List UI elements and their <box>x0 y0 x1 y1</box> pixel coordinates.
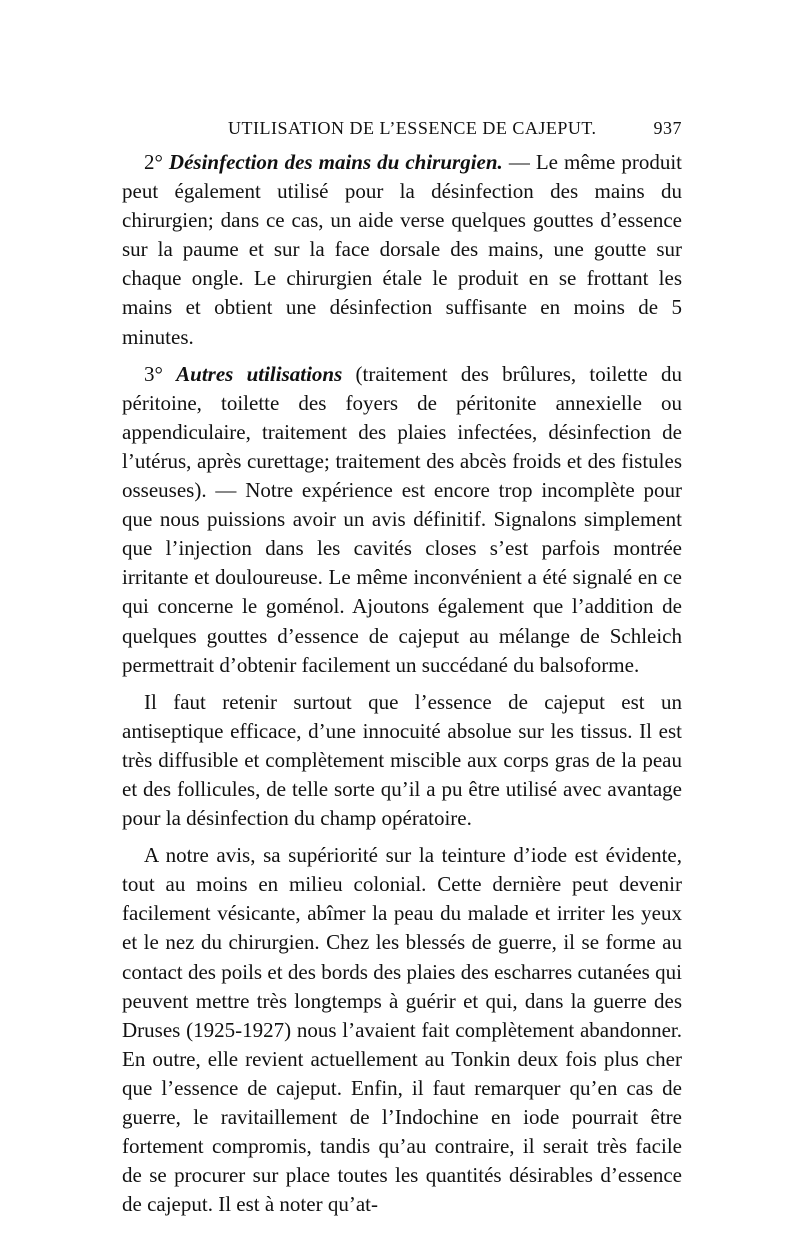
page-number: 937 <box>653 118 682 138</box>
section-number: 2° <box>144 150 169 174</box>
paragraph-text: (traitement des brûlures, toilette du péritoine, toilette des foyers de péritonite annexielle ou appendiculaire, traitement des plaies infectées, désinfection de l’utérus, après curettage; traitement des abcès froids et des fistules osseuses). — Notre expérience est encore trop incomplète pour que nous puissions avoir un avis définitif. Signalons simplement que l’injection dans les cavités closes s’est parfois montrée irritante et douloureuse. Le même inconvénient a été signalé en ce qui concerne le goménol. Ajoutons également que l’addition de quelques gouttes d’essence de cajeput au mélange de Schleich permettrait d’obtenir facilement un succédané du balsoforme. <box>122 361 682 677</box>
paragraph-text: Il faut retenir surtout que l’essence de cajeput est un antiseptique efficace, d’une innocuité absolue sur les tissus. Il est très diffusible et complètement miscible aux corps gras de la peau et des follicules, de telle sorte qu’il a pu être utilisé avec avantage pour la désinfection du champ opératoire. <box>122 689 682 831</box>
running-head: UTILISATION DE L’ESSENCE DE CAJEPUT. <box>228 118 597 138</box>
paragraph-text: A notre avis, sa supériorité sur la teinture d’iode est évidente, tout au moins en milieu colonial. Cette dernière peut devenir facilement vésicante, abîmer la peau du malade et irriter les yeux et le nez du chirurgien. Chez les blessés de guerre, il se forme au contact des poils et des bords des plaies des escharres cutanées qui peuvent mettre très longtemps à guérir et qui, dans la guerre des Druses (1925-1927) nous l’avaient fait complètement abandonner. En outre, elle revient actuellement au Tonkin deux fois plus cher que l’essence de cajeput. Enfin, il faut remarquer qu’en cas de guerre, le ravitaillement de l’Indochine en iode pourrait être fortement compromis, tandis qu’au contraire, il serait très facile de se procurer sur place toutes les quantités désirables d’essence de cajeput. Il est à noter qu’at- <box>122 843 682 1217</box>
paragraph-antiseptic <box>122 688 682 833</box>
paragraph-disinfection-hands <box>122 148 682 352</box>
section-heading: Désinfection des mains du chirurgien. <box>168 150 503 174</box>
page-header <box>122 118 682 148</box>
book-page <box>122 118 682 1219</box>
section-number: 3° <box>144 361 177 386</box>
paragraph-other-uses <box>122 360 682 680</box>
paragraph-iodine-comparison <box>122 841 682 1219</box>
section-heading: Autres utilisations <box>176 361 343 386</box>
paragraph-text: — Le même produit peut également utilisé pour la désinfection des mains du chirurgien; dans ce cas, un aide verse quelques gouttes d’essence sur la paume et sur la face dorsale des mains, une goutte sur chaque ongle. Le chirurgien étale le produit en se frottant les mains et obtient une désinfection suffisante en moins de 5 minutes. <box>122 150 682 349</box>
